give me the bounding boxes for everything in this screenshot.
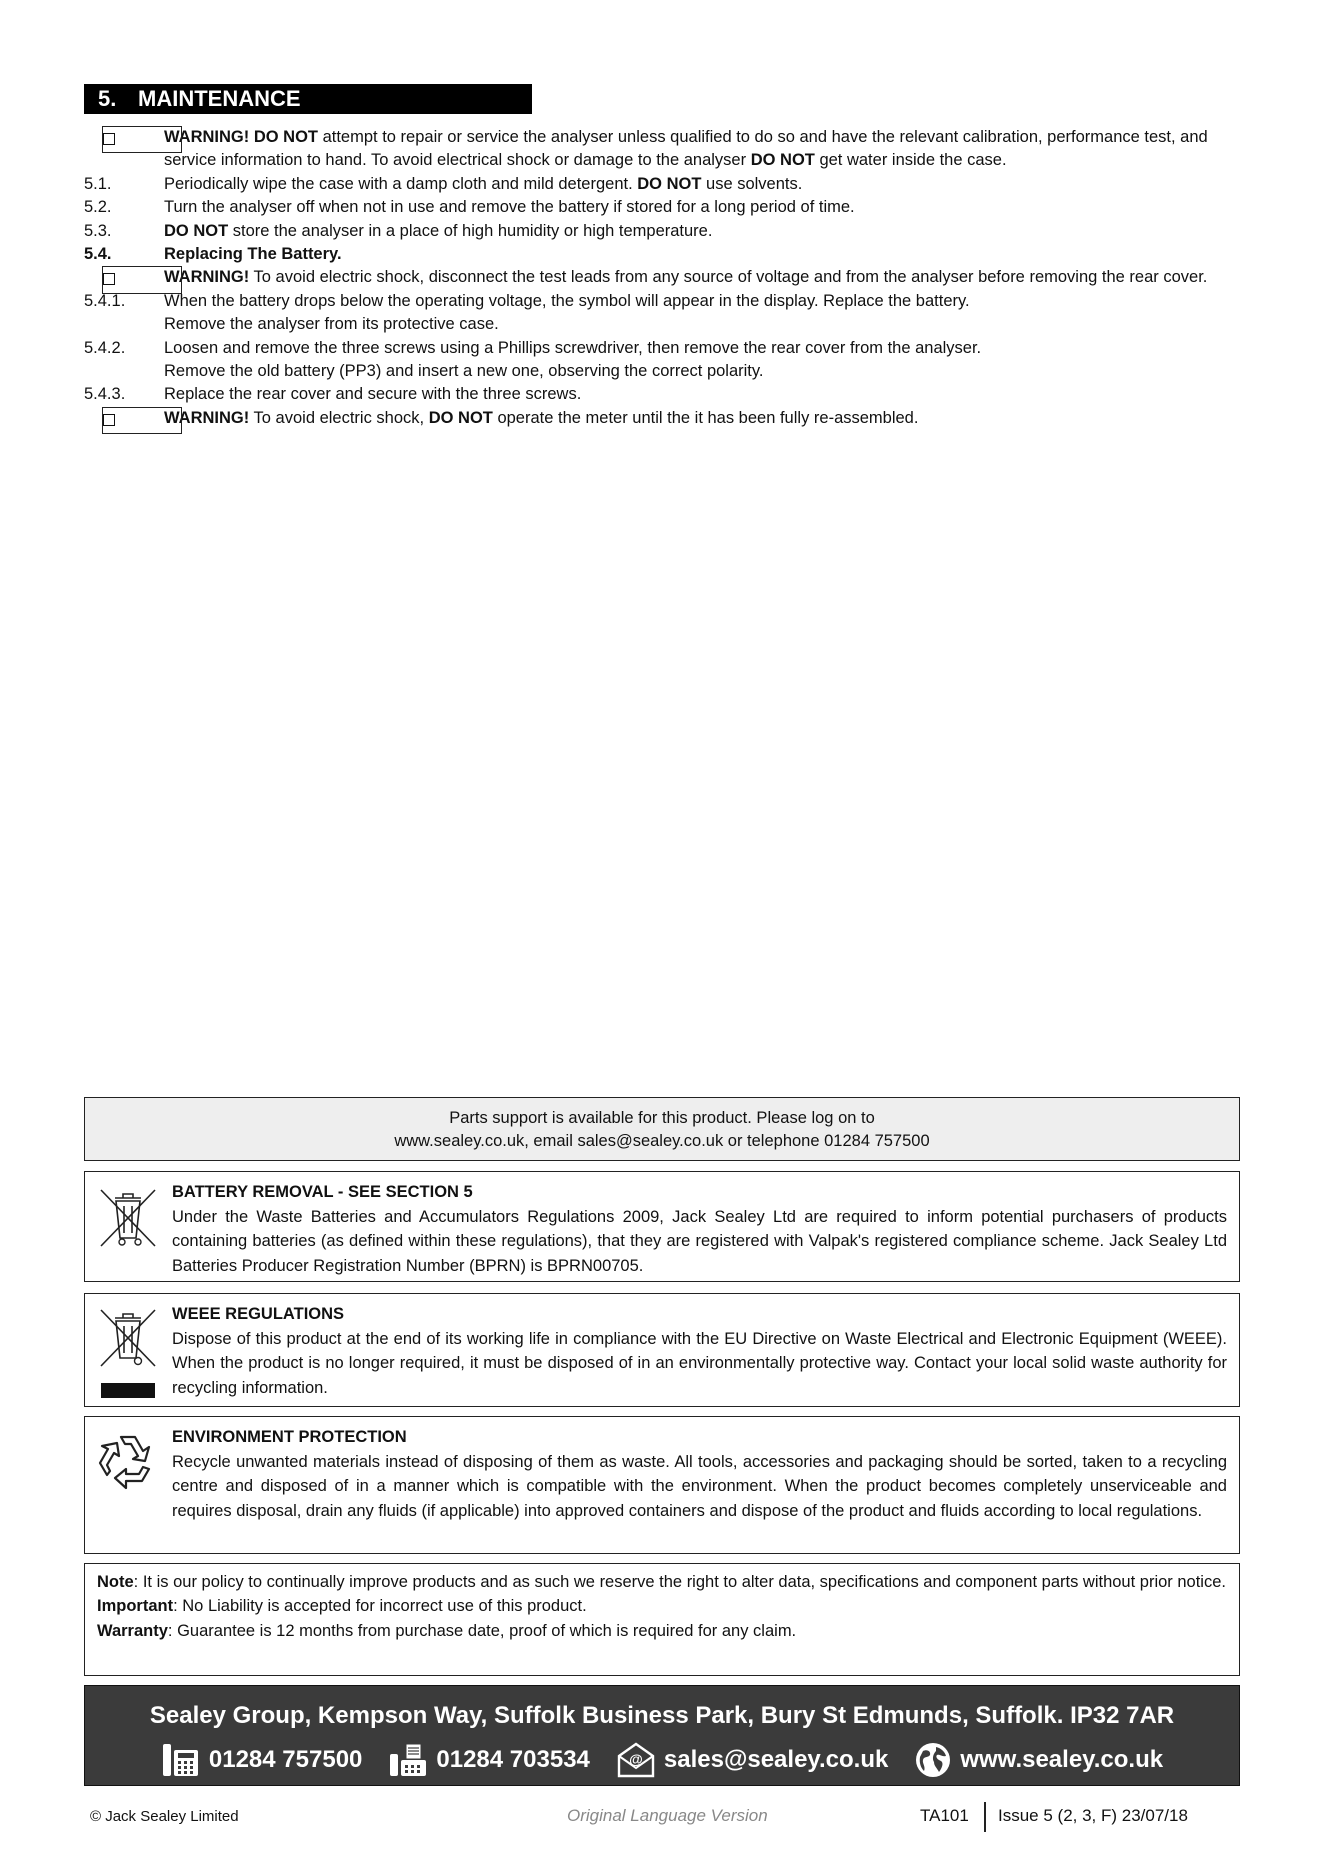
maintenance-item [84, 407, 1240, 430]
model-number: TA101 [920, 1806, 969, 1825]
parts-support-line-1: Parts support is available for this product. Please log on to [449, 1109, 875, 1127]
weee-box [84, 1293, 1240, 1407]
battery-removal-text: Under the Waste Batteries and Accumulators Regulations 2009, Jack Sealey Ltd are required to inform potential purchasers of products containing batteries (as defined within these regulations), that they are registered with Valpak's registered compliance scheme. Jack Sealey Ltd Batteries Producer Registration Number (BPRN) is BPRN00705. [172, 1207, 1227, 1275]
website: www.sealey.co.uk [960, 1746, 1164, 1773]
maintenance-item [84, 290, 1240, 313]
text-run: Replacing The Battery. [164, 245, 342, 264]
text-run: DO NOT [750, 151, 815, 170]
maintenance-item [84, 360, 1240, 383]
maintenance-item [84, 383, 1240, 406]
text-run: WARNING! [164, 268, 250, 287]
note-line [97, 1570, 1227, 1594]
issue-info: Issue 5 (2, 3, F) 23/07/18 [998, 1806, 1188, 1825]
text-run: To avoid electric shock, [249, 408, 429, 427]
fax-item [388, 1742, 590, 1778]
item-text [164, 196, 1240, 219]
item-number: 5.4. [84, 245, 112, 264]
item-text [164, 290, 1240, 313]
text-run: To avoid electric shock, disconnect the test leads from any source of voltage and from the analyser before removing the rear cover. [249, 268, 1208, 287]
text-run: attempt to repair or service the analyser unless qualified to do so and have the relevant calibration, performance test, and service information to hand. To avoid electrical shock or damage to the analyser [164, 128, 1208, 170]
item-text [164, 337, 1240, 360]
contact-banner [84, 1685, 1240, 1786]
text-run: Remove the analyser from its protective case. [164, 315, 499, 334]
note-text: : It is our policy to continually improve products and as such we reserve the right to alter data, specifications and component parts without prior notice. [133, 1573, 1226, 1591]
weee-text: Dispose of this product at the end of its working life in compliance with the EU Directive on Waste Electrical and Electronic Equipment (WEEE). When the product is no longer required, it must be disposed of in an environmentally protective way. Contact your local solid waste authority for recycling information. [172, 1329, 1227, 1397]
section-title: MAINTENANCE [138, 86, 301, 111]
warranty-label: Warranty [97, 1621, 168, 1640]
maintenance-item [84, 243, 1240, 266]
email-item [616, 1742, 888, 1778]
weee-title: WEEE REGULATIONS [172, 1305, 345, 1323]
maintenance-item [84, 220, 1240, 243]
maintenance-item [84, 196, 1240, 219]
phone-number: 01284 757500 [208, 1746, 363, 1773]
checkbox-square [103, 273, 115, 285]
warranty-line [97, 1619, 1227, 1643]
text-run: Remove the old battery (PP3) and insert a new one, observing the correct polarity. [164, 362, 764, 381]
item-text [164, 220, 1240, 243]
text-run: WARNING! [164, 408, 250, 427]
warranty-text: : Guarantee is 12 months from purchase date, proof of which is required for any claim. [167, 1621, 797, 1640]
text-run: DO NOT [637, 174, 702, 193]
recycle-icon [95, 1429, 161, 1495]
item-number: 5.1. [84, 174, 112, 193]
battery-removal-title: BATTERY REMOVAL - SEE SECTION 5 [172, 1183, 473, 1201]
note-label: Note [97, 1573, 134, 1591]
phone-item [161, 1742, 363, 1778]
copyright: © Jack Sealey Limited [90, 1808, 239, 1825]
notes-box [84, 1563, 1240, 1676]
text-run: When the battery drops below the operating voltage, the symbol will appear in the display. Replace the battery. [164, 291, 970, 310]
text-run: DO NOT [428, 408, 493, 427]
text-run: WARNING! DO NOT [164, 128, 318, 146]
maintenance-item [84, 313, 1240, 336]
email-address: sales@sealey.co.uk [663, 1746, 889, 1773]
environment-title: ENVIRONMENT PROTECTION [172, 1428, 407, 1446]
parts-support-line-2: www.sealey.co.uk, email sales@sealey.co.uk or telephone 01284 757500 [394, 1132, 930, 1150]
maintenance-item [84, 266, 1240, 289]
maintenance-item [84, 173, 1240, 196]
item-text [164, 173, 1240, 196]
svg-text:@: @ [629, 1751, 643, 1767]
checkbox-square [103, 414, 115, 426]
maintenance-item [84, 337, 1240, 360]
section-header [84, 84, 532, 114]
item-number: 5.4.1. [84, 291, 126, 310]
text-run: Loosen and remove the three screws using a Phillips screwdriver, then remove the rear cover from the analyser. [164, 338, 982, 357]
item-number: 5.4.3. [84, 385, 126, 404]
footer-divider [984, 1802, 986, 1832]
item-text [164, 407, 1240, 430]
parts-support-box [84, 1097, 1240, 1161]
important-label: Important [97, 1597, 174, 1616]
text-run: DO NOT [164, 221, 229, 240]
maintenance-list [84, 126, 1240, 430]
battery-removal-box [84, 1171, 1240, 1282]
text-run: Turn the analyser off when not in use and remove the battery if stored for a long period of time. [164, 198, 855, 217]
web-item [914, 1741, 1163, 1779]
item-text [164, 243, 1240, 266]
text-run: Replace the rear cover and secure with the three screws. [164, 385, 582, 404]
company-address: Sealey Group, Kempson Way, Suffolk Business Park, Bury St Edmunds, Suffolk. IP32 7AR [149, 1702, 1175, 1729]
weee-bin-icon [95, 1306, 161, 1402]
item-text [164, 126, 1240, 173]
phone-icon [161, 1742, 201, 1778]
text-run: operate the meter until the it has been fully re-assembled. [492, 408, 919, 427]
text-run: store the analyser in a place of high humidity or high temperature. [228, 221, 713, 240]
item-number: 5.2. [84, 198, 112, 217]
item-text [164, 360, 1240, 383]
item-number: 5.4.2. [84, 338, 126, 357]
page-footer [0, 1802, 1324, 1832]
environment-box [84, 1416, 1240, 1554]
fax-icon [388, 1742, 428, 1778]
text-run: Periodically wipe the case with a damp cloth and mild detergent. [164, 174, 638, 193]
important-line [97, 1594, 1227, 1618]
fax-number: 01284 703534 [436, 1746, 590, 1773]
item-number: 5.3. [84, 221, 112, 240]
contact-row [85, 1741, 1239, 1779]
globe-icon [914, 1741, 952, 1779]
crossed-bin-icon [95, 1184, 161, 1250]
item-text [164, 383, 1240, 406]
environment-text: Recycle unwanted materials instead of disposing of them as waste. All tools, accessories and packaging should be sorted, taken to a recycling centre and disposed of in a manner which is compatible with the environment. When the product becomes completely unserviceable and requires disposal, drain any fluids (if applicable) into approved containers and dispose of the product and fluids according to local regulations. [172, 1452, 1227, 1520]
language-version: Original Language Version [567, 1806, 768, 1825]
section-number: 5. [98, 86, 117, 111]
important-text: : No Liability is accepted for incorrect use of this product. [173, 1597, 587, 1616]
maintenance-item [84, 126, 1240, 173]
item-text [164, 313, 1240, 336]
checkbox-bullet-icon [102, 126, 182, 153]
item-text [164, 266, 1240, 289]
checkbox-bullet-icon [102, 407, 182, 434]
text-run: get water inside the case. [814, 151, 1007, 170]
email-icon [616, 1742, 656, 1778]
text-run: use solvents. [701, 174, 803, 193]
checkbox-square [103, 133, 115, 145]
